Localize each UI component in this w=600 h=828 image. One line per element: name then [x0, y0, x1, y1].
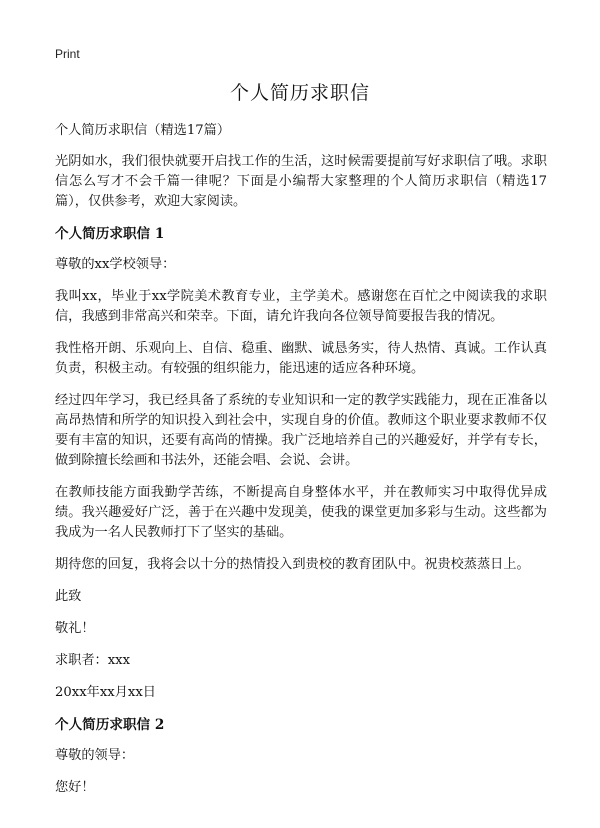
letter1-closing-2: 敬礼！	[55, 621, 95, 636]
print-link[interactable]: Print	[55, 47, 80, 61]
letter1-heading: 个人简历求职信 1	[55, 226, 165, 242]
document-body	[55, 121, 547, 810]
intro-paragraph: 光阴如水，我们很快就要开启找工作的生活，这时候需要提前写好求职信了哦。求职信怎么写才不会千篇一律呢？下面是小编帮大家整理的个人简历求职信（精选17篇），仅供参考，欢迎大家阅读。	[55, 154, 547, 209]
letter2-heading: 个人简历求职信 2	[55, 717, 165, 733]
letter1-paragraph-4: 在教师技能方面我勤学苦练，不断提高自身整体水平，并在教师实习中取得优异成绩。我兴趣爱好广泛，善于在兴趣中发现美，使我的课堂更加多彩与生动。这些都为我成为一名人民教师打下了坚实的基础。	[55, 485, 547, 540]
document-title: 个人简历求职信	[229, 82, 370, 104]
letter2-greeting: 您好！	[55, 780, 95, 795]
letter1-paragraph-2: 我性格开朗、乐观向上、自信、稳重、幽默、诚恳务实，待人热情、真诚。工作认真负责，积极主动。有较强的组织能力，能迅速的适应各种环境。	[55, 341, 547, 376]
letter1-paragraph-5: 期待您的回复，我将会以十分的热情投入到贵校的教育团队中。祝贵校蒸蒸日上。	[55, 557, 530, 572]
document-subtitle: 个人简历求职信（精选17篇）	[55, 123, 231, 138]
letter1-signer: 求职者：xxx	[55, 653, 131, 668]
letter1-paragraph-1: 我叫xx，毕业于xx学院美术教育专业，主学美术。感谢您在百忙之中阅读我的求职信，我感到非常高兴和荣幸。下面，请允许我向各位领导简要报告我的情况。	[55, 289, 547, 324]
letter1-date: 20xx年xx月xx日	[55, 685, 156, 700]
letter1-paragraph-3: 经过四年学习，我已经具备了系统的专业知识和一定的教学实践能力，现在正准备以高昂热情和所学的知识投入到社会中，实现自身的价值。教师这个职业要求教师不仅要有丰富的知识，还要有高尚的情操。我广泛地培养自己的兴趣爱好，并学有专长，做到除擅长绘画和书法外，还能会唱、会说、会讲。	[55, 393, 547, 468]
letter1-salutation: 尊敬的xx学校领导：	[55, 257, 176, 272]
letter1-closing-1: 此致	[55, 589, 82, 604]
letter2-salutation: 尊敬的领导：	[55, 748, 135, 763]
